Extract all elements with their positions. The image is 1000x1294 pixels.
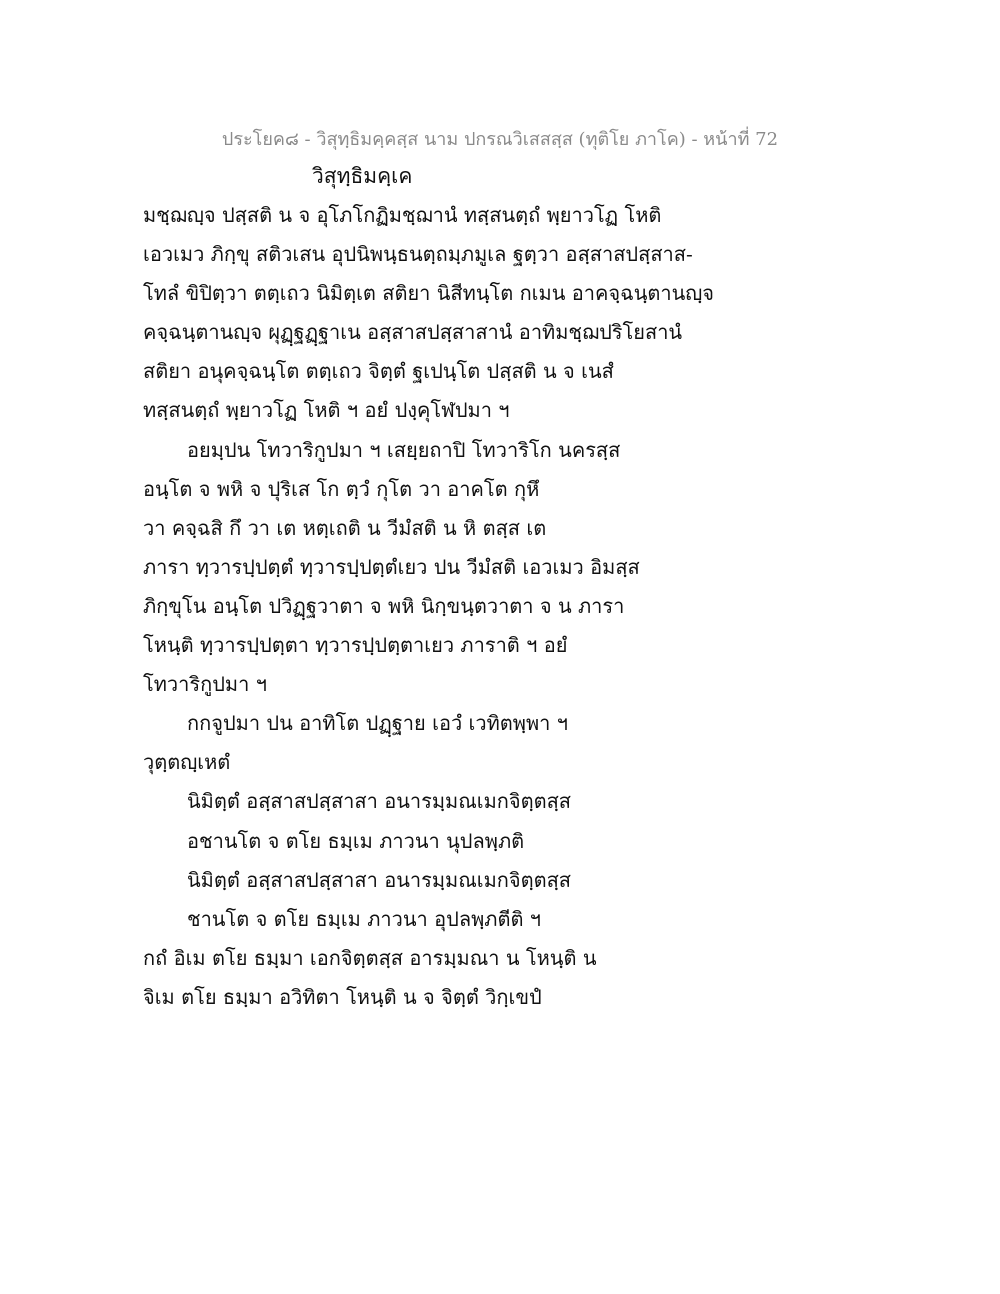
verse-line: ชานโต จ ตโย ธมฺเม ภาวนา อุปลพฺภตีติ ฯ [187,906,542,931]
running-header: ประโยค๘ - วิสุทฺธิมคฺคสฺส นาม ปกรณวิเสสสฺส (ทุติโย ภาโค) - หน้าที่ 72 [221,129,779,150]
verse-line: อชานโต จ ตโย ธมฺเม ภาวนา นุปลพฺภติ [187,828,525,853]
text-line: คจฺฉนฺตานญฺจ ผุฏฺฐฏฺฐาเน อสฺสาสปสฺสาสานํ อาทิมชฺฌปริโยสานํ [143,320,683,345]
body-text [143,196,743,1017]
text-line: จิเม ตโย ธมฺมา อวิทิตา โหนฺติ น จ จิตฺตํ วิกฺเขปํ [143,984,542,1009]
text-line: อนฺโต จ พหิ จ ปุริเส โก ตฺวํ กุโต วา อาคโต กุหึ [143,476,540,501]
text-line: กถํ อิเม ตโย ธมฺมา เอกจิตฺตสฺส อารมฺมณา น โหนฺติ น [143,945,597,970]
verse-line: นิมิตฺตํ อสฺสาสปสฺสาสา อนารมฺมณเมกจิตฺตสฺส [187,867,572,892]
text-line: วุตฺตญฺเหตํ [143,750,231,775]
text-line: ภิกฺขุโน อนฺโต ปวิฏฺฐวาตา จ พหิ นิกฺขนฺตวาตา จ น ภารา [143,593,625,618]
text-line: เอวเมว ภิกฺขุ สติวเสน อุปนิพนฺธนตฺถมฺภมูเล ฐตฺวา อสฺสาสปสฺสาส- [143,242,693,267]
text-line: วา คจฺฉสิ กึ วา เต หตฺเถติ น วีมํสติ น หิ ตสฺส เต [143,515,547,540]
text-line: โทลํ ขิปิตฺวา ตตฺเถว นิมิตฺเต สติยา นิสีทนฺโต กเมน อาคจฺฉนฺตานญฺจ [143,281,715,306]
text-line: ภารา ทฺวารปฺปตฺตํ ทฺวารปฺปตฺตํเยว ปน วีมํสติ เอวเมว อิมสฺส [143,554,640,579]
text-line: โหนฺติ ทฺวารปฺปตฺตา ทฺวารปฺปตฺตาเยว ภาราติ ฯ อยํ [143,633,568,658]
text-line: ทสฺสนตฺถํ พฺยาวโฏ โหติ ฯ อยํ ปงฺคุโฬปมา ฯ [143,398,510,423]
text-line: สติยา อนุคจฺฉนฺโต ตตฺเถว จิตฺตํ ฐเปนฺโต ปสฺสติ น จ เนสํ [143,359,614,384]
verse-line: นิมิตฺตํ อสฺสาสปสฺสาสา อนารมฺมณเมกจิตฺตสฺส [187,789,572,814]
text-line: อยมฺปน โทวาริกูปมา ฯ เสยฺยถาปิ โทวาริโก นครสฺส [187,437,621,462]
text-line: โทวาริกูปมา ฯ [143,672,267,697]
section-title: วิสุทฺธิมคฺเค [312,164,413,188]
text-line: มชฺฌญฺจ ปสฺสติ น จ อุโภโกฏิมชฺฌานํ ทสฺสนตฺถํ พฺยาวโฏ โหติ [143,203,662,227]
text-line: กกจูปมา ปน อาทิโต ปฏฺฐาย เอวํ เวทิตพฺพา ฯ [187,711,568,736]
